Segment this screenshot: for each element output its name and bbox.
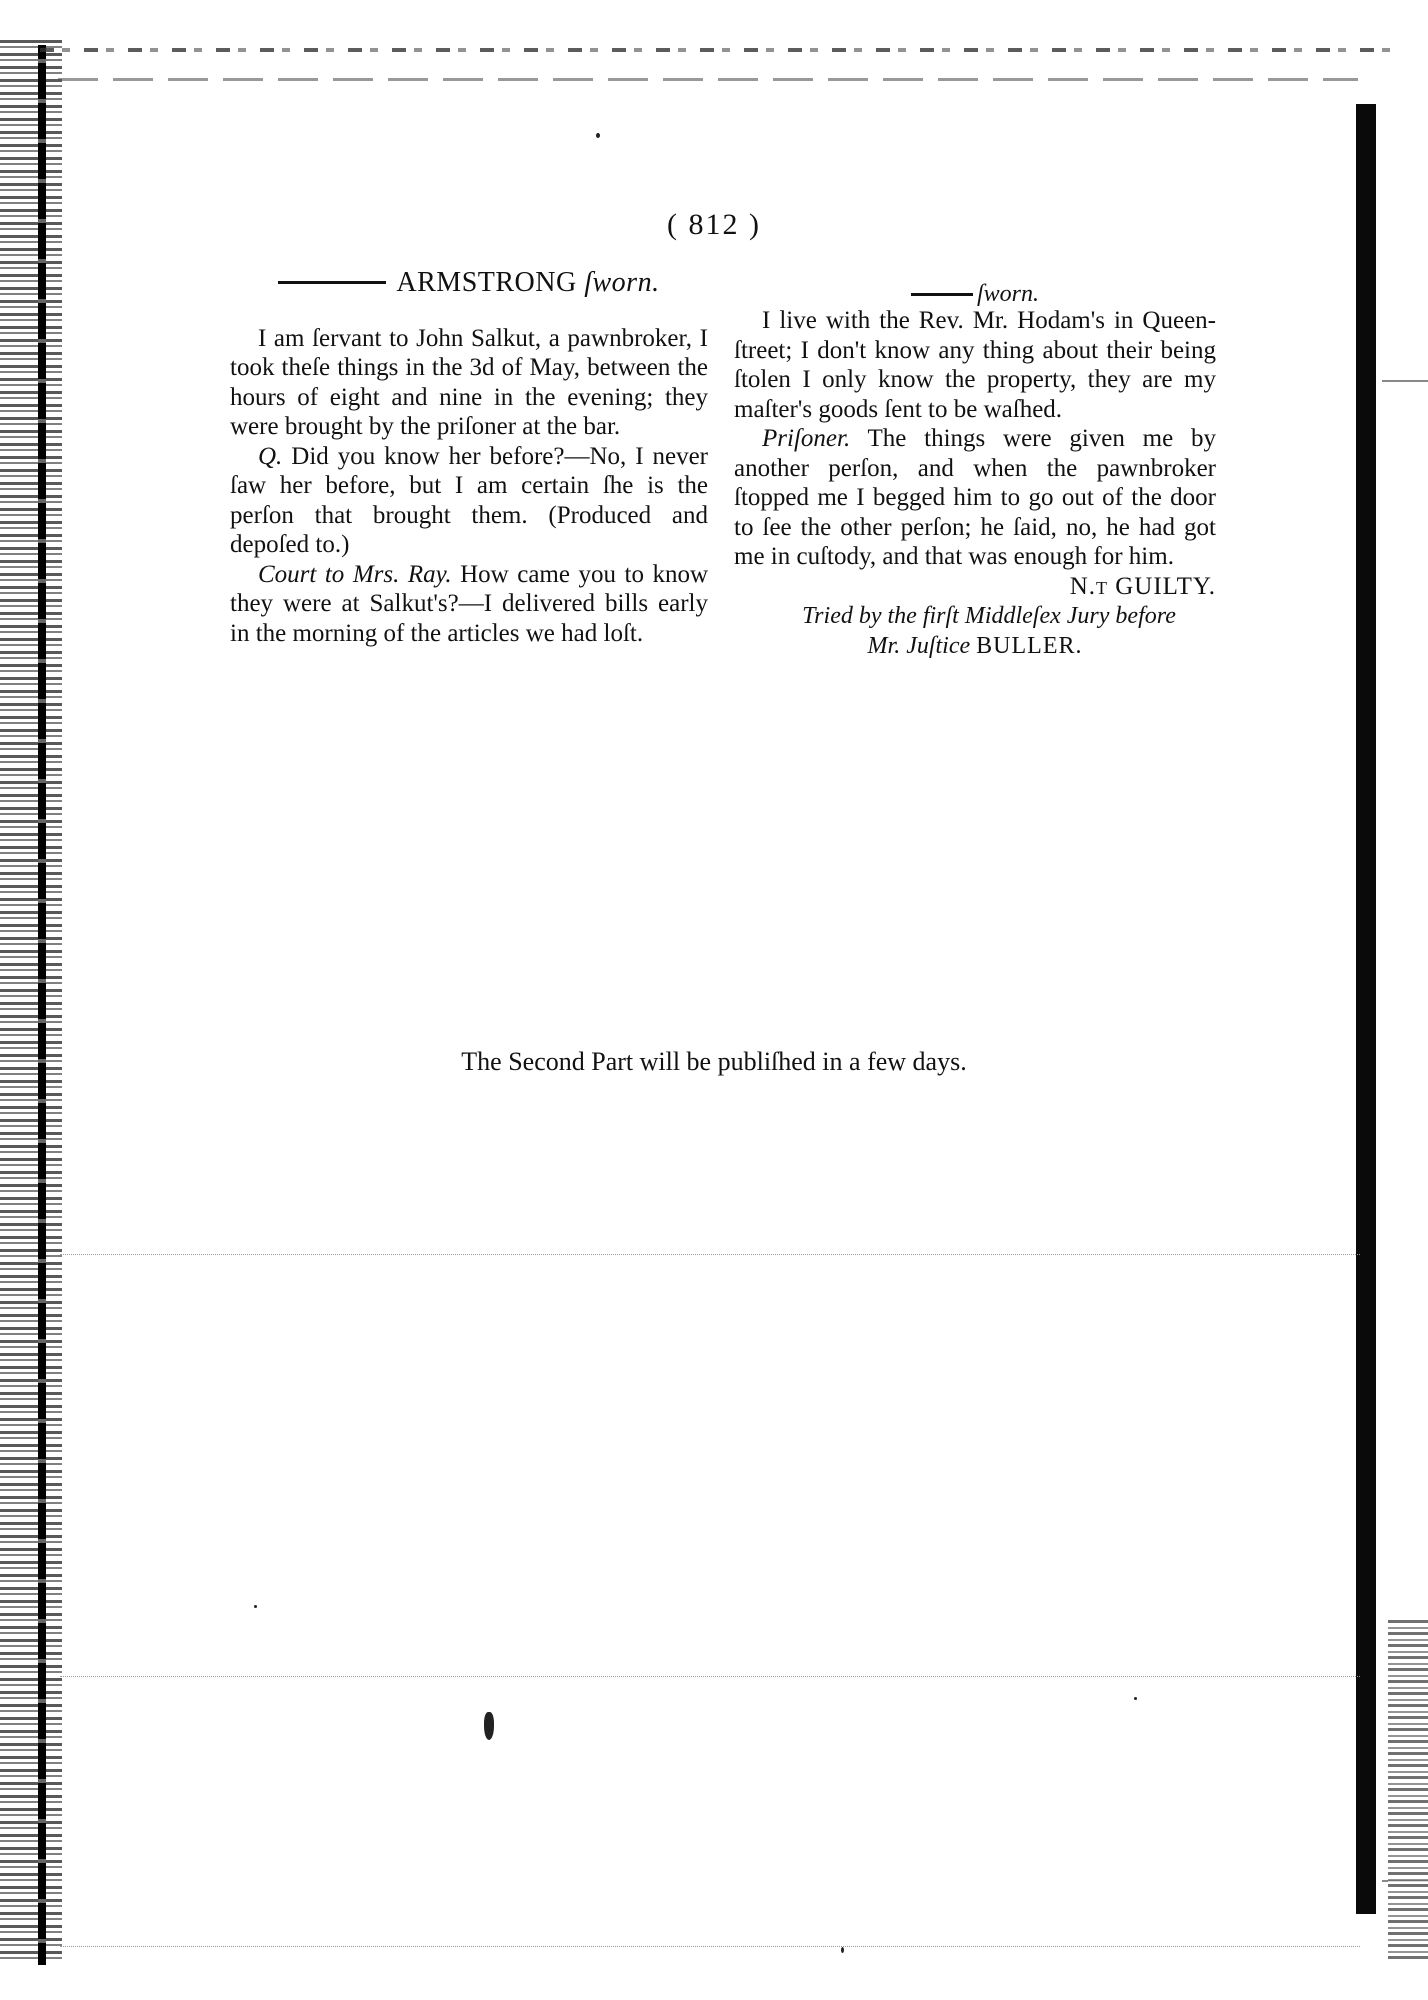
scan-speck bbox=[1134, 1697, 1137, 1700]
court-question-paragraph bbox=[230, 560, 708, 649]
scan-top-rule bbox=[58, 78, 1358, 81]
court-question-text: How came you to know they were at Salkut's?—I delivered bills early in the morning of the articles we had loſt. bbox=[230, 560, 709, 647]
scan-right-edge-dark bbox=[1388, 1620, 1428, 1960]
scan-speck bbox=[841, 1947, 844, 1953]
speaker-label: Priſoner. bbox=[762, 425, 851, 452]
scan-top-edge bbox=[40, 48, 1400, 52]
judge-name: BULLER. bbox=[976, 633, 1083, 659]
verdict: N.t GUILTY. bbox=[1069, 572, 1216, 600]
question-text: Did you know her before?—No, I never ſaw her before, but I am certain ſhe is the perſon that brought them. (Produced and depoſed to.) bbox=[230, 442, 709, 558]
prisoner-paragraph bbox=[734, 424, 1216, 572]
publication-notice: The Second Part will be publiſhed in a few days. bbox=[461, 1047, 967, 1076]
trial-note-judge-prefix: Mr. Juſtice bbox=[867, 633, 971, 659]
scan-speck bbox=[254, 1605, 257, 1608]
scan-right-shadow bbox=[1356, 104, 1376, 1914]
witness-name: ARMSTRONG bbox=[396, 267, 577, 298]
scan-dotted-line bbox=[60, 1254, 1360, 1255]
testimony-paragraph: I live with the Rev. Mr. Hodam's in Queen-ſtreet; I don't know any thing about their being ſtolen I only know the property, they are my maſter's goods ſent to be waſhed. bbox=[734, 307, 1216, 423]
question-marker: Q. bbox=[258, 442, 283, 470]
prisoner-statement: The things were given me by another perſon, and when the pawnbroker ſtopped me I begged him to go out of the door to ſee the other perſon; he ſaid, no, he had got me in cuſtody, and that was enough for him. bbox=[734, 425, 1216, 570]
scan-binding-edge bbox=[38, 45, 46, 1965]
trial-note-line-1: Tried by the firſt Middleſex Jury before bbox=[802, 603, 1176, 629]
name-dash bbox=[911, 293, 973, 296]
ink-blot bbox=[484, 1712, 494, 1740]
sworn-label: ſworn. bbox=[976, 281, 1039, 307]
witness-heading-unnamed bbox=[734, 282, 1216, 306]
scan-dotted-line bbox=[60, 1946, 1360, 1947]
witness-heading-armstrong bbox=[230, 268, 708, 298]
question-paragraph bbox=[230, 442, 708, 560]
speaker-label: Court to Mrs. Ray. bbox=[258, 560, 452, 588]
sworn-label: ſworn. bbox=[584, 267, 660, 298]
testimony-paragraph: I am ſervant to John Salkut, a pawnbroker, I took theſe things in the 3d of May, between the hours of eight and nine in the evening; they were brought by the priſoner at the bar. bbox=[230, 324, 708, 440]
trial-note bbox=[734, 601, 1216, 661]
scan-dotted-line bbox=[60, 1676, 1360, 1677]
scan-left-edge bbox=[0, 40, 62, 1960]
name-dash bbox=[278, 281, 386, 284]
page-number: ( 812 ) bbox=[667, 208, 761, 241]
scan-speck bbox=[596, 133, 600, 138]
left-column bbox=[230, 268, 708, 648]
right-column bbox=[734, 282, 1216, 661]
